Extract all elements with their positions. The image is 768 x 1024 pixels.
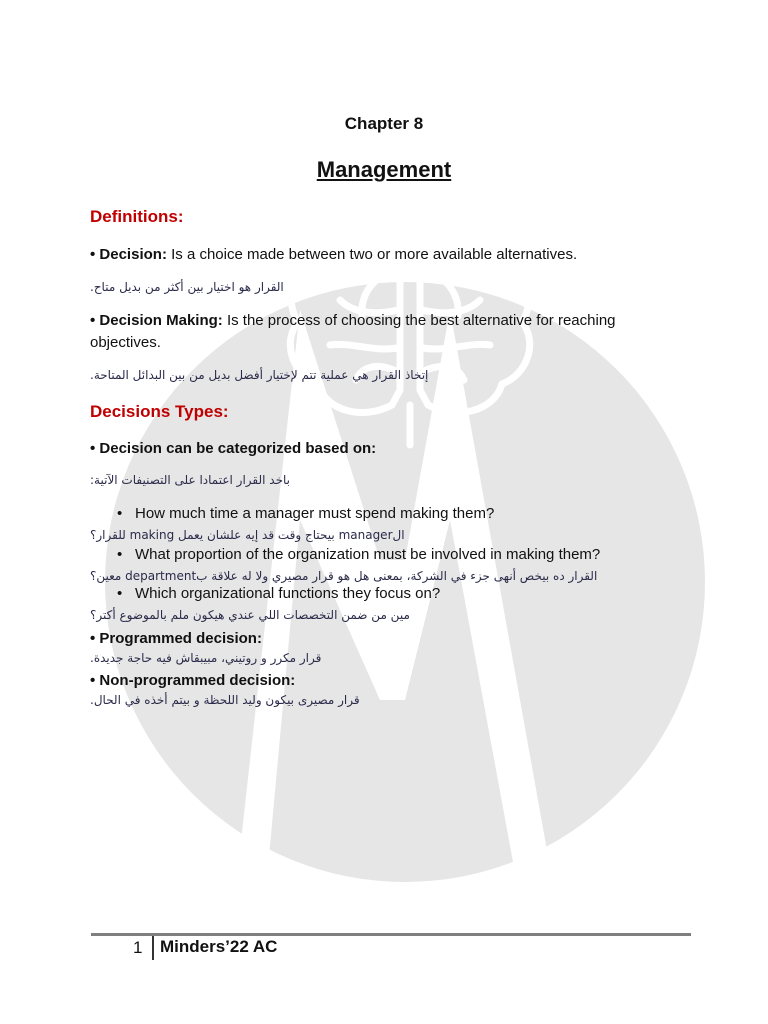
arabic-note: قرار مكرر و روتيني، مبيبقاش فيه حاجة جديدة. — [90, 651, 322, 665]
decision-types-heading: Decisions Types: — [90, 402, 229, 421]
list-item-text: Which organizational functions they focus on? — [135, 585, 441, 602]
arabic-note: الmanager بيحتاج وقت قد إيه علشان يعمل making للقرار؟ — [90, 528, 405, 542]
non-programmed-decision-label: • Non-programmed decision: — [90, 672, 296, 689]
list-item — [117, 505, 687, 522]
definition-decision-making — [90, 310, 680, 354]
bullet-icon: • — [117, 585, 123, 602]
arabic-note: باخد القرار اعتمادا على التصنيفات الآتية: — [90, 473, 291, 487]
arabic-note: مين من ضمن التخصصات اللي عندي هيكون ملم بالموضوع أكتر؟ — [90, 608, 410, 622]
definition-decision — [90, 244, 680, 266]
page-title: Management — [316, 157, 452, 182]
arabic-note: إتخاذ القرار هي عملية تتم لإختيار أفضل بديل من بين البدائل المتاحة. — [90, 368, 429, 382]
arabic-note: القرار هو اختيار بين أكثر من بديل متاح. — [90, 280, 284, 294]
list-item-text: What proportion of the organization must be involved in making them? — [135, 546, 601, 563]
bullet-icon: • — [117, 505, 123, 522]
chapter-label: Chapter 8 — [344, 114, 424, 133]
list-item — [117, 546, 687, 563]
bullet-icon: • — [117, 546, 123, 563]
definition-term: • Decision Making: — [90, 312, 223, 329]
page-number: 1 — [133, 938, 143, 957]
list-item-text: How much time a manager must spend making them? — [135, 505, 495, 522]
definition-term: • Decision: — [90, 246, 167, 263]
list-item — [117, 585, 687, 602]
definition-text: Is a choice made between two or more available alternatives. — [166, 246, 578, 263]
footer-divider — [91, 933, 691, 936]
footer-separator — [152, 936, 154, 960]
arabic-note: قرار مصيرى بيكون وليد اللحظة و بيتم أخذه في الحال. — [90, 693, 360, 707]
footer-brand: Minders’22 AC — [160, 937, 278, 956]
categorized-label: • Decision can be categorized based on: — [90, 440, 377, 457]
definitions-heading: Definitions: — [90, 207, 184, 226]
arabic-note: القرار ده بيخص أنهى جزء في الشركة، بمعنى هل هو قرار مصيري ولا له علاقة بdepartment معين؟ — [90, 569, 598, 583]
definition-text: Is the process of choosing the best alternative for reaching objectives. — [90, 312, 616, 351]
programmed-decision-label: • Programmed decision: — [90, 630, 262, 647]
